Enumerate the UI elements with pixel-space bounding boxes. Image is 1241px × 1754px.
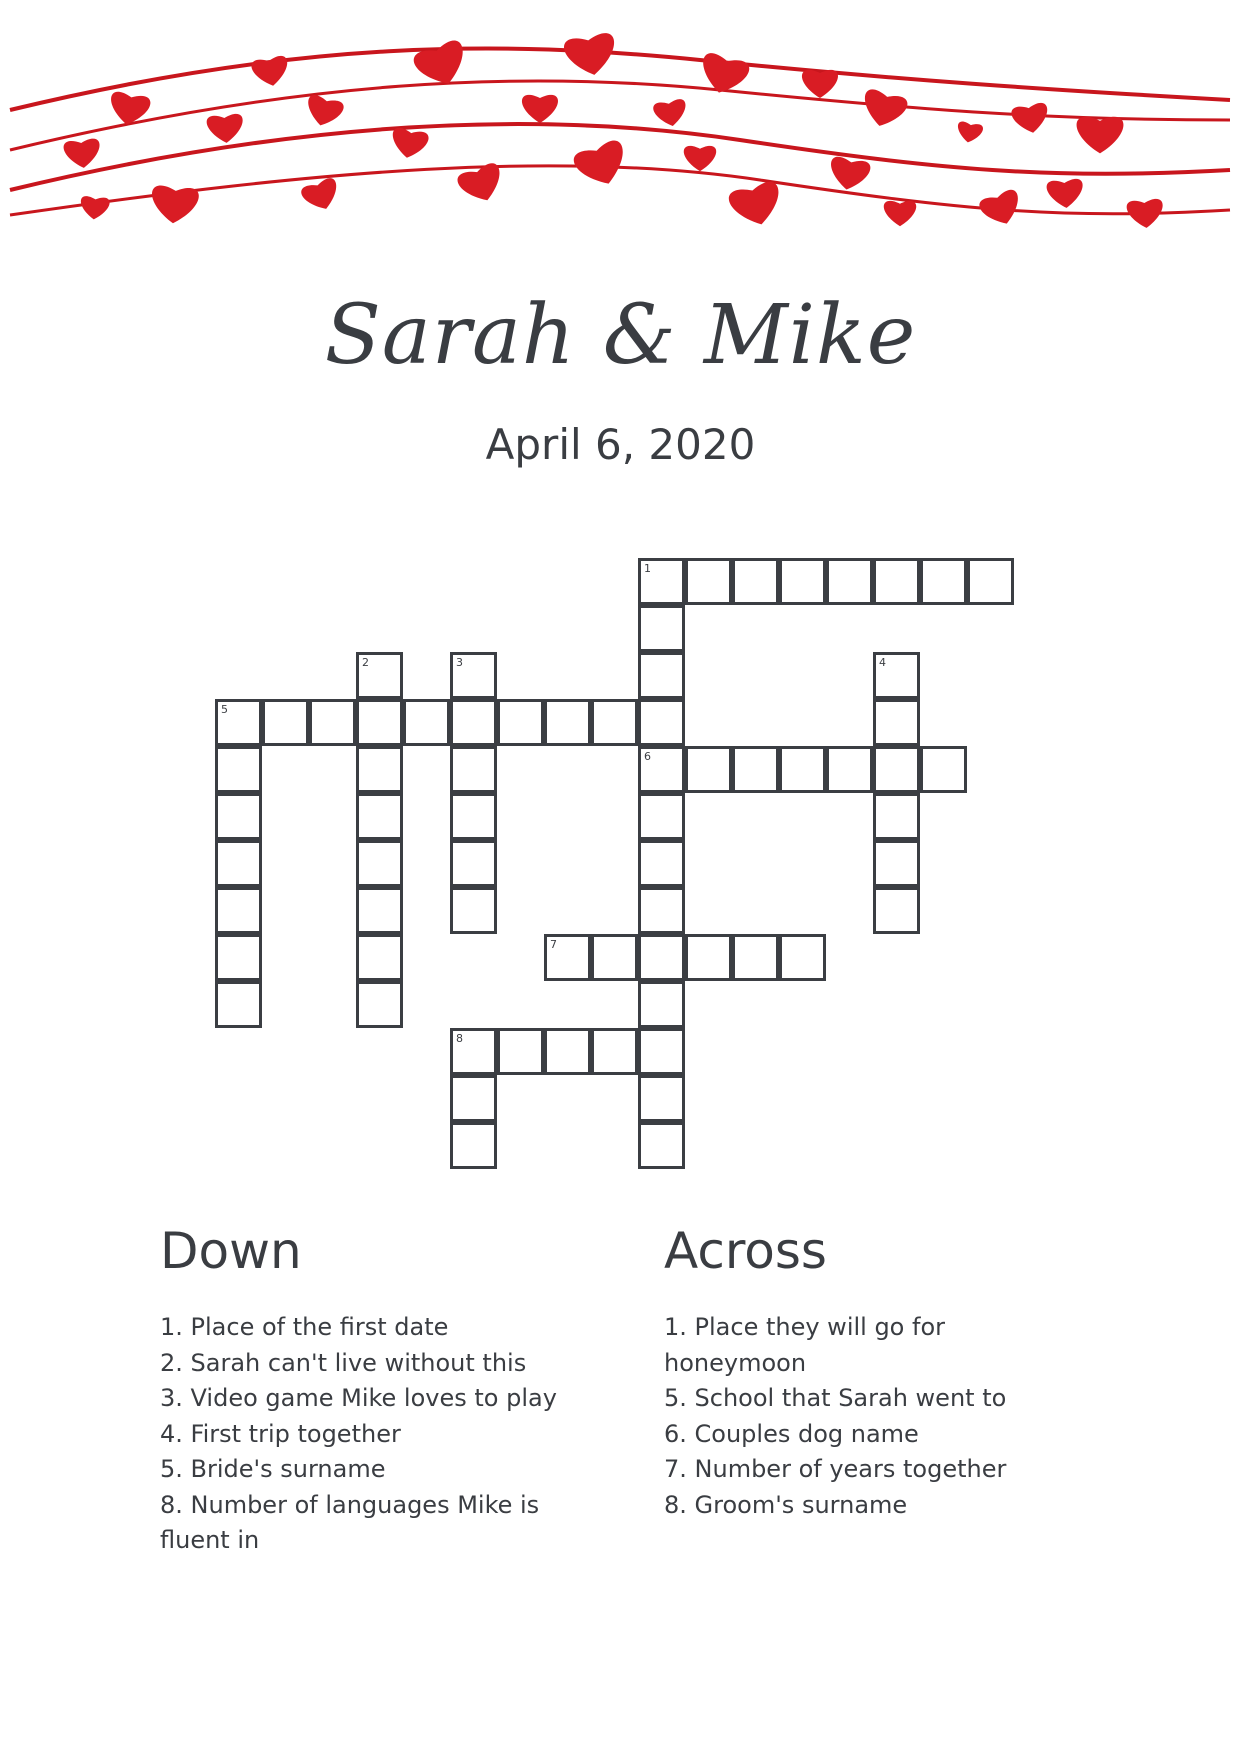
crossword-cell[interactable]: [685, 558, 732, 605]
heart-icon: [978, 188, 1026, 231]
crossword-cell[interactable]: [356, 652, 403, 699]
crossword-cell[interactable]: [450, 699, 497, 746]
crossword-cell[interactable]: [356, 887, 403, 934]
crossword-cell[interactable]: [779, 558, 826, 605]
crossword-cell[interactable]: [215, 887, 262, 934]
heart-icon: [522, 95, 558, 123]
heart-icon: [107, 91, 151, 128]
heart-icon: [300, 176, 344, 215]
down-clue: 2. Sarah can't live without this: [160, 1348, 527, 1377]
crossword-cell[interactable]: [685, 746, 732, 793]
crossword-cell[interactable]: [356, 699, 403, 746]
crossword-cell[interactable]: [638, 934, 685, 981]
crossword-cell[interactable]: [638, 558, 685, 605]
crossword-cell[interactable]: [638, 1122, 685, 1169]
clue-number: 1: [644, 562, 651, 575]
across-clue: 7. Number of years together: [664, 1455, 1007, 1483]
crossword-cell[interactable]: [450, 1028, 497, 1075]
crossword-cell[interactable]: [403, 699, 450, 746]
heart-icon: [150, 185, 200, 226]
heart-icon: [652, 98, 688, 129]
clue-number: 4: [879, 656, 886, 669]
heart-icon: [802, 70, 838, 98]
heart-icon: [827, 156, 871, 193]
clue-number: 3: [456, 656, 463, 669]
heart-icon: [1126, 198, 1164, 229]
across-clues-list: [664, 1310, 1064, 1523]
heart-icon: [955, 121, 983, 145]
heart-icon: [884, 201, 916, 226]
down-clue: 8. Number of languages Mike is fluent in: [160, 1490, 540, 1554]
down-clue: 3. Video game Mike loves to play: [160, 1384, 557, 1412]
crossword-cell[interactable]: [732, 746, 779, 793]
heart-icon: [859, 88, 910, 132]
crossword-cell[interactable]: [873, 558, 920, 605]
heart-icon: [63, 138, 102, 170]
down-clue: 1. Place of the first date: [160, 1313, 449, 1341]
crossword-cell[interactable]: [356, 981, 403, 1028]
down-clue: 4. First trip together: [160, 1419, 401, 1448]
crossword-cell[interactable]: [873, 699, 920, 746]
ribbon-line: [10, 81, 1230, 150]
crossword-cell[interactable]: [873, 793, 920, 840]
crossword-cell[interactable]: [873, 840, 920, 887]
crossword-cell[interactable]: [732, 558, 779, 605]
crossword-cell[interactable]: [967, 558, 1014, 605]
heart-icon: [1046, 178, 1084, 209]
crossword-cell[interactable]: [215, 699, 262, 746]
crossword-cell[interactable]: [779, 934, 826, 981]
crossword-cell[interactable]: [779, 746, 826, 793]
crossword-cell[interactable]: [873, 746, 920, 793]
clue-number: 2: [362, 656, 369, 669]
clue-number: 6: [644, 750, 651, 763]
heart-icon: [389, 127, 429, 161]
crossword-cell[interactable]: [638, 840, 685, 887]
crossword-cell[interactable]: [497, 699, 544, 746]
crossword-cell[interactable]: [873, 887, 920, 934]
heart-icon: [250, 55, 290, 89]
couple-names-title: Sarah & Mike: [324, 288, 917, 383]
heart-icon: [684, 146, 716, 171]
clue-number: 8: [456, 1032, 463, 1045]
hearts-banner: [0, 0, 1241, 270]
heart-icon: [79, 196, 110, 221]
crossword-cell[interactable]: [591, 934, 638, 981]
heart-icon: [571, 138, 632, 192]
crossword-cell[interactable]: [826, 746, 873, 793]
crossword-cell[interactable]: [638, 746, 685, 793]
heart-icon: [1010, 102, 1050, 136]
crossword-cell[interactable]: [262, 699, 309, 746]
crossword-cell[interactable]: [356, 746, 403, 793]
ribbon-line: [10, 48, 1230, 110]
crossword-cell[interactable]: [544, 1028, 591, 1075]
crossword-cell[interactable]: [356, 793, 403, 840]
crossword-cell[interactable]: [638, 887, 685, 934]
heart-icon: [206, 113, 244, 144]
crossword-cell[interactable]: [450, 1075, 497, 1122]
crossword-cell[interactable]: [215, 981, 262, 1028]
crossword-cell[interactable]: [544, 699, 591, 746]
heart-icon: [727, 180, 786, 231]
clue-number: 7: [550, 938, 557, 951]
crossword-cell[interactable]: [826, 558, 873, 605]
across-clue: 1. Place they will go for honeymoon: [664, 1313, 945, 1377]
across-clue: 6. Couples dog name: [664, 1419, 919, 1448]
crossword-cell[interactable]: [638, 652, 685, 699]
crossword-cell[interactable]: [638, 1028, 685, 1075]
crossword-cell[interactable]: [215, 746, 262, 793]
crossword-cell[interactable]: [685, 934, 732, 981]
heart-icon: [303, 94, 345, 131]
crossword-cell[interactable]: [873, 652, 920, 699]
crossword-cell[interactable]: [732, 934, 779, 981]
crossword-cell[interactable]: [591, 1028, 638, 1075]
crossword-cell[interactable]: [638, 981, 685, 1028]
crossword-cell[interactable]: [920, 558, 967, 605]
down-clues-list: [160, 1310, 590, 1559]
clue-number: 5: [221, 703, 228, 716]
crossword-cell[interactable]: [638, 699, 685, 746]
event-date: April 6, 2020: [485, 420, 756, 469]
crossword-cell[interactable]: [544, 934, 591, 981]
heart-icon: [563, 32, 620, 80]
down-heading: Down: [160, 1222, 302, 1280]
crossword-cell[interactable]: [356, 840, 403, 887]
across-clue: 5. School that Sarah went to: [664, 1384, 1007, 1412]
crossword-cell[interactable]: [638, 793, 685, 840]
crossword-cell[interactable]: [450, 1122, 497, 1169]
crossword-cell[interactable]: [215, 793, 262, 840]
crossword-cell[interactable]: [450, 840, 497, 887]
across-heading: Across: [664, 1222, 827, 1280]
crossword-cell[interactable]: [215, 934, 262, 981]
heart-icon: [1077, 117, 1124, 154]
crossword-cell[interactable]: [638, 605, 685, 652]
crossword-cell[interactable]: [309, 699, 356, 746]
across-clue: 8. Groom's surname: [664, 1490, 908, 1519]
crossword-cell[interactable]: [497, 1028, 544, 1075]
crossword-cell[interactable]: [215, 840, 262, 887]
crossword-cell[interactable]: [920, 746, 967, 793]
crossword-cell[interactable]: [356, 934, 403, 981]
crossword-cell[interactable]: [450, 652, 497, 699]
crossword-cell[interactable]: [450, 793, 497, 840]
crossword-cell[interactable]: [450, 746, 497, 793]
crossword-cell[interactable]: [591, 699, 638, 746]
down-clue: 5. Bride's surname: [160, 1455, 386, 1483]
crossword-cell[interactable]: [638, 1075, 685, 1122]
crossword-cell[interactable]: [450, 887, 497, 934]
